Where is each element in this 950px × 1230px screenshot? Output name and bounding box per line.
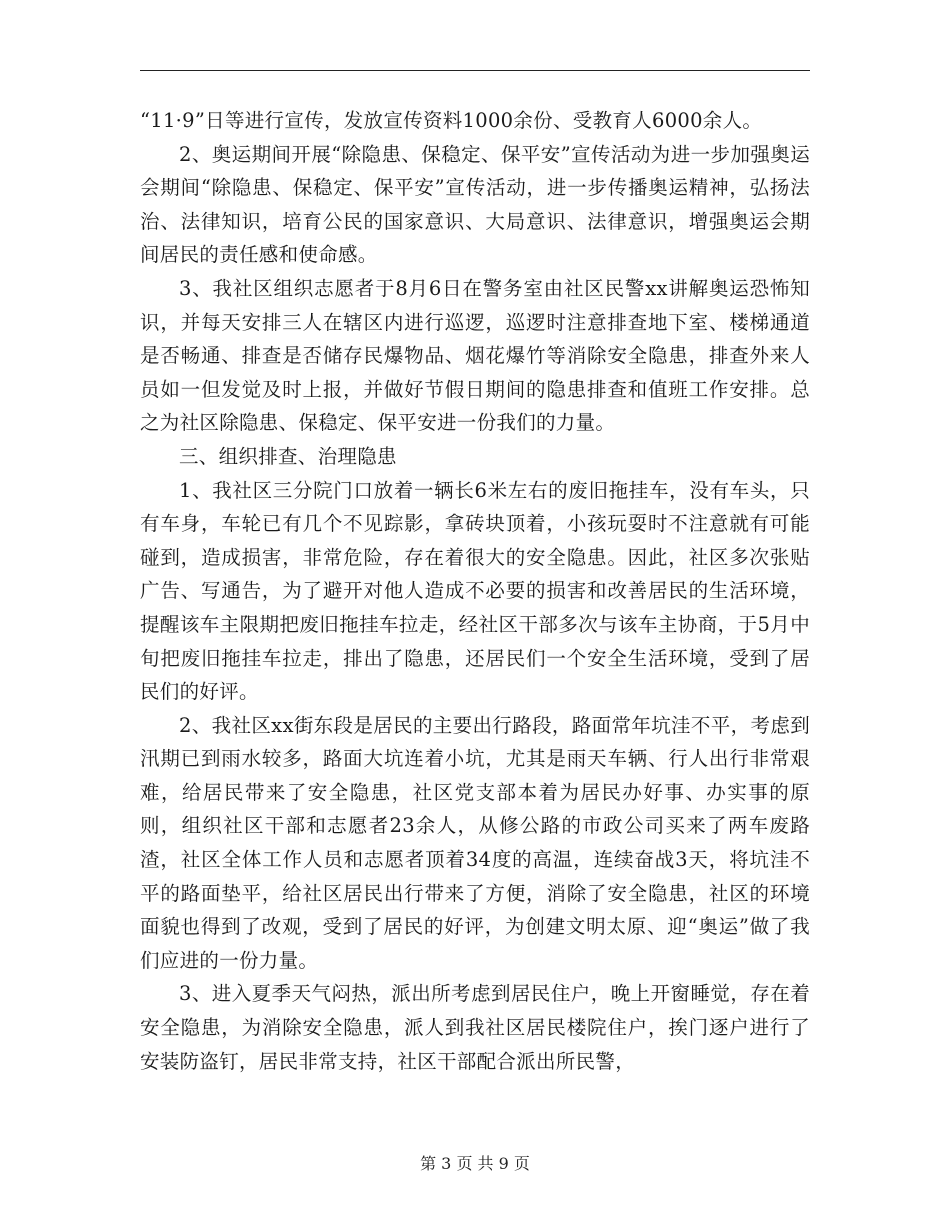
section-heading: 三、组织排查、治理隐患 [179,444,397,468]
page-footer [0,1153,950,1175]
paragraph-6: 3、进入夏季天气闷热，派出所考虑到居民住户，晚上开窗睡觉，存在着安全隐患，为消除安全隐患，派人到我社区居民楼院住户，挨门逐户进行了安装防盗钉，居民非常支持，社区干部配合派出所民警， [140,982,810,1073]
paragraph-3: 3、我社区组织志愿者于8月6日在警务室由社区民警xx讲解奥运恐怖知识，并每天安排三人在辖区内进行巡逻，巡逻时注意排查地下室、楼梯通道是否畅通、排查是否储存民爆物品、烟花爆竹等消除安全隐患，排查外来人员如一但发觉及时上报，并做好节假日期间的隐患排查和值班工作安排。总之为社区除隐患、保稳定、保平安进一份我们的力量。 [140,276,810,435]
paragraph-4: 1、我社区三分院门口放着一辆长6米左右的废旧拖挂车，没有车头，只有车身，车轮已有几个不见踪影，拿砖块顶着，小孩玩耍时不注意就有可能碰到，造成损害，非常危险，存在着很大的安全隐患。因此，社区多次张贴广告、写通告，为了避开对他人造成不必要的损害和改善居民的生活环境，提醒该车主限期把废旧拖挂车拉走，经社区干部多次与该车主协商，于5月中旬把废旧拖挂车拉走，排出了隐患，还居民们一个安全生活环境，受到了居民们的好评。 [140,478,810,704]
paragraph-1: “11·9”日等进行宣传，发放宣传资料1000余份、受教育人6000余人。 [140,109,763,132]
document-body [140,104,810,1078]
paragraph-5: 2、我社区xx街东段是居民的主要出行路段，路面常年坑洼不平，考虑到汛期已到雨水较多，路面大坑连着小坑，尤其是雨天车辆、行人出行非常艰难，给居民带来了安全隐患，社区党支部本着为居民办好事、办实事的原则，组织社区干部和志愿者23余人，从修公路的市政公司买来了两车废路渣，社区全体工作人员和志愿者顶着34度的高温，连续奋战3天，将坑洼不平的路面垫平，给社区居民出行带来了方便，消除了安全隐患，社区的环境面貌也得到了改观，受到了居民的好评，为创建文明太原、迎“奥运”做了我们应进的一份力量。 [140,713,810,972]
page-number: 第 3 页 共 9 页 [420,1154,530,1173]
header-rule [140,70,810,71]
paragraph-2: 2、奥运期间开展“除隐患、保稳定、保平安”宣传活动为进一步加强奥运会期间“除隐患、保稳定、保平安”宣传活动，进一步传播奥运精神，弘扬法治、法律知识，培育公民的国家意识、大局意识、法律意识，增强奥运会期间居民的责任感和使命感。 [140,142,810,267]
